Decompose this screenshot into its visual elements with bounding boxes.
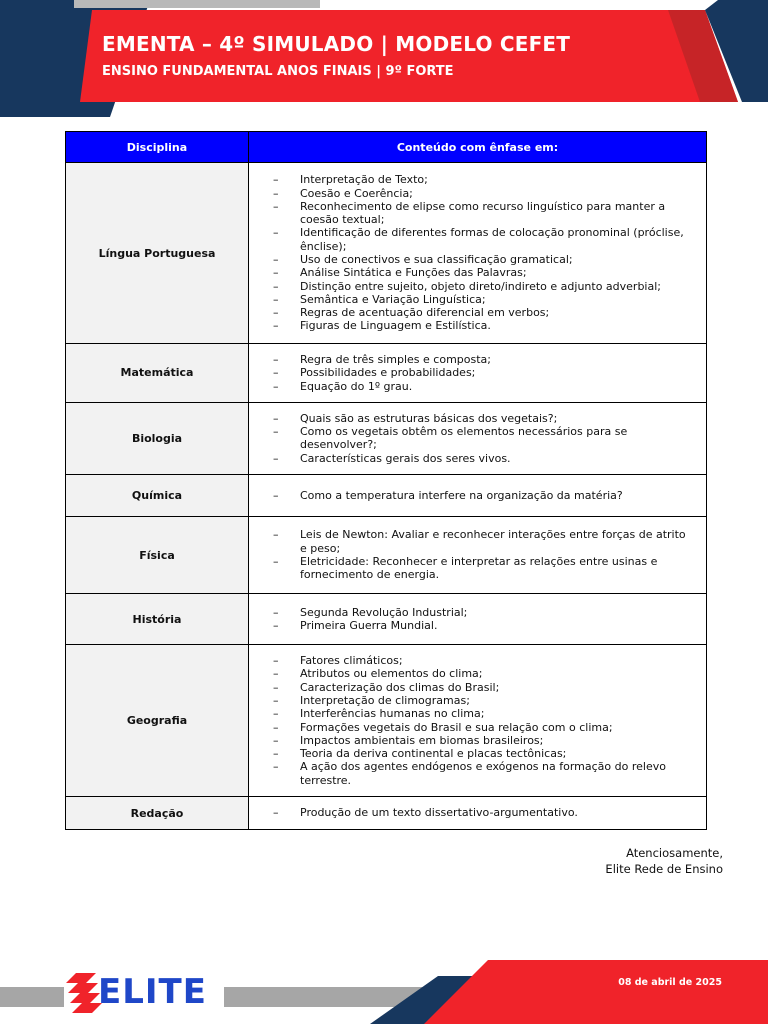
signature-block (605, 845, 723, 877)
content-list (273, 489, 694, 502)
list-item: – Como a temperatura interfere na organização da matéria? (273, 489, 694, 502)
syllabus-table (65, 131, 707, 830)
table-row (66, 344, 707, 403)
content-cell (249, 344, 707, 403)
content-cell (249, 402, 707, 474)
list-item: – Primeira Guerra Mundial. (273, 619, 694, 632)
page-subtitle: ENSINO FUNDAMENTAL ANOS FINAIS | 9º FORTE (102, 64, 454, 79)
logo-text: ELITE (98, 972, 207, 1012)
table-row (66, 645, 707, 797)
list-item: – Semântica e Variação Linguística; (273, 293, 694, 306)
list-item: – Leis de Newton: Avaliar e reconhecer interações entre forças de atrito e peso; (273, 528, 694, 555)
table-row (66, 402, 707, 474)
header-discipline: Disciplina (66, 132, 249, 163)
discipline-cell: Redação (66, 797, 249, 830)
list-item: – Impactos ambientais em biomas brasileiros; (273, 734, 694, 747)
list-item: – Possibilidades e probabilidades; (273, 366, 694, 379)
page-title: EMENTA – 4º SIMULADO | MODELO CEFET (102, 32, 571, 56)
content-list (273, 173, 694, 333)
content-list (273, 412, 694, 465)
list-item: – Regra de três simples e composta; (273, 353, 694, 366)
content-list (273, 353, 694, 393)
list-item: – Atributos ou elementos do clima; (273, 667, 694, 680)
list-item: – Análise Sintática e Funções das Palavras; (273, 266, 694, 279)
discipline-cell: Química (66, 475, 249, 517)
list-item: – Coesão e Coerência; (273, 187, 694, 200)
content-cell (249, 517, 707, 594)
content-list (273, 806, 694, 819)
list-item: – Interpretação de Texto; (273, 173, 694, 186)
list-item: – Interpretação de climogramas; (273, 694, 694, 707)
table-row (66, 517, 707, 594)
header-graphic (0, 0, 768, 120)
list-item: – Equação do 1º grau. (273, 380, 694, 393)
content-list (273, 654, 694, 787)
document-date: 08 de abril de 2025 (618, 977, 722, 988)
discipline-cell: Matemática (66, 344, 249, 403)
content-cell (249, 594, 707, 645)
list-item: – Identificação de diferentes formas de colocação pronominal (próclise, ênclise); (273, 226, 694, 253)
content-list (273, 606, 694, 633)
header-banner (0, 0, 768, 120)
list-item: – Segunda Revolução Industrial; (273, 606, 694, 619)
discipline-cell: Geografia (66, 645, 249, 797)
list-item: – Caracterização dos climas do Brasil; (273, 681, 694, 694)
list-item: – Produção de um texto dissertativo-argumentativo. (273, 806, 694, 819)
content-cell (249, 163, 707, 344)
table-header-row (66, 132, 707, 163)
list-item: – A ação dos agentes endógenos e exógenos na formação do relevo terrestre. (273, 760, 694, 787)
list-item: – Eletricidade: Reconhecer e interpretar as relações entre usinas e fornecimento de energia. (273, 555, 694, 582)
list-item: – Formações vegetais do Brasil e sua relação com o clima; (273, 721, 694, 734)
list-item: – Quais são as estruturas básicas dos vegetais?; (273, 412, 694, 425)
list-item: – Teoria da deriva continental e placas tectônicas; (273, 747, 694, 760)
list-item: – Distinção entre sujeito, objeto direto/indireto e adjunto adverbial; (273, 280, 694, 293)
signature-closing: Atenciosamente, (626, 846, 723, 860)
table-row (66, 475, 707, 517)
list-item: – Características gerais dos seres vivos. (273, 452, 694, 465)
content-cell (249, 645, 707, 797)
content-cell (249, 475, 707, 517)
table-row (66, 797, 707, 830)
discipline-cell: História (66, 594, 249, 645)
list-item: – Como os vegetais obtêm os elementos necessários para se desenvolver?; (273, 425, 694, 452)
list-item: – Uso de conectivos e sua classificação gramatical; (273, 253, 694, 266)
content-list (273, 528, 694, 581)
header-content: Conteúdo com ênfase em: (249, 132, 707, 163)
discipline-cell: Língua Portuguesa (66, 163, 249, 344)
table-body (66, 163, 707, 830)
list-item: – Reconhecimento de elipse como recurso linguístico para manter a coesão textual; (273, 200, 694, 227)
content-cell (249, 797, 707, 830)
table-row (66, 594, 707, 645)
table-row (66, 163, 707, 344)
discipline-cell: Biologia (66, 402, 249, 474)
signature-name: Elite Rede de Ensino (605, 862, 723, 876)
list-item: – Interferências humanas no clima; (273, 707, 694, 720)
discipline-cell: Física (66, 517, 249, 594)
list-item: – Figuras de Linguagem e Estilística. (273, 319, 694, 332)
list-item: – Fatores climáticos; (273, 654, 694, 667)
list-item: – Regras de acentuação diferencial em verbos; (273, 306, 694, 319)
